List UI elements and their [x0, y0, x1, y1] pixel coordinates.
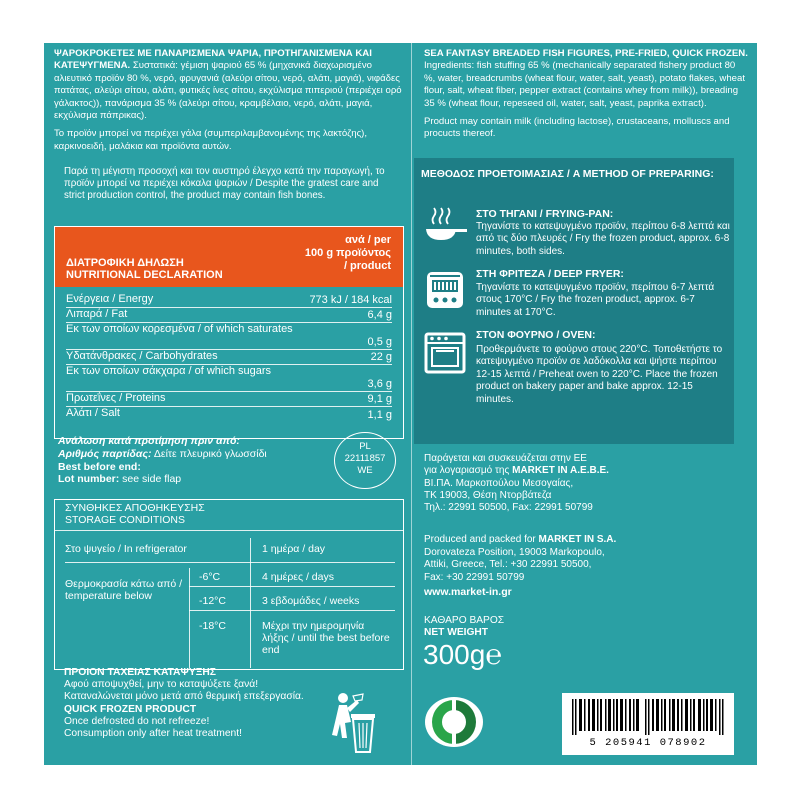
mark-number: 22111857: [344, 453, 386, 464]
nutrition-row-proteins: [66, 393, 392, 407]
storage-title: [65, 503, 205, 526]
deep-fryer-title: ΣΤΗ ΦΡΙΤΕΖΑ / DEEP FRYER:: [476, 268, 624, 280]
storage-divider: [189, 568, 190, 668]
nutrition-row-saturates: [66, 324, 392, 350]
storage-divider: [189, 586, 395, 587]
ingredients-english-body: Ingredients: fish stuffing 65 % (mechanically separated fishery product 80 %, water, breadcrumbs (wheat flour, water, salt, yeast), potato flakes, wheat flour, salt, wheat fiber, pepper extract (contains whey from milk)), breading 35 % (wheat flour, repeseed oil, water, salt, yeast, paprika extract).: [424, 60, 746, 109]
frozen-line-2: Καταναλώνεται μόνο μετά από θερμική επεξεργασία.: [64, 691, 304, 703]
best-before-greek: Ανάλωση κατά προτίμηση πριν από:: [58, 435, 240, 447]
storage-title-greek: ΣΥΝΘΗΚΕΣ ΑΠΟΘΗΚΕΥΣΗΣ: [65, 502, 205, 514]
storage-duration: 4 ημέρες / days: [262, 571, 334, 583]
per-line-2: 100 g προϊόντος: [304, 247, 391, 259]
storage-divider: [55, 530, 403, 531]
website-link[interactable]: www.market-in.gr: [424, 586, 512, 598]
nutrition-value: 3,6 g: [367, 377, 392, 390]
oven-title: ΣΤΟΝ ΦΟΥΡΝΟ / OVEN:: [476, 329, 596, 341]
storage-divider: [250, 538, 251, 668]
storage-temp: -18°C: [199, 620, 226, 632]
nutrition-row-energy: [66, 294, 392, 308]
mfg-gr-line-3: ΒΙ.ΠΑ. Μαρκοπούλου Μεσογαίας,: [424, 477, 574, 489]
may-contain-english: Product may contain milk (including lactose), crustaceans, molluscs and procucts thereof.: [424, 116, 730, 140]
nutrition-header: [55, 227, 403, 287]
net-weight-amount: 300g: [423, 639, 486, 670]
mfg-en-line-3: Attiki, Greece, Tel.: +30 22991 50500,: [424, 559, 592, 570]
deep-fryer-instructions: Τηγανίστε το κατεψυγμένο προϊόν, περίπου 6-7 λεπτά στους 170°C / Fry the frozen product, approx. 6-7 minutes at 170°C.: [476, 282, 715, 318]
nutrition-title-greek: ΔΙΑΤΡΟΦΙΚΗ ΔΗΛΩΣΗ: [66, 257, 184, 269]
nutrition-label: Πρωτεΐνες / Proteins: [66, 392, 166, 404]
fish-bone-warning: Παρά τη μέγιστη προσοχή και τον αυστηρό έλεγχο κατά την παραγωγή, το προϊόν μπορεί να περιέχει κόκαλα ψαριών / Despite the gratest care and strict production control, the product may contain fish bones.: [64, 166, 385, 201]
mfg-gr-line-4: ΤΚ 19003, Θέση Ντορβάτεζα: [424, 489, 552, 501]
mfg-gr-line-5: Τηλ.: 22991 50500, Fax: 22991 50799: [424, 502, 593, 514]
manufacturer-english: [424, 534, 744, 584]
nutrition-row-carbohydrates: [66, 351, 392, 365]
ingredients-greek-title: ΨΑΡΟΚΡΟΚΕΤΕΣ ΜΕ ΠΑΝΑΡΙΣΜΕΝΑ ΨΑΡΙΑ, ΠΡΟΤΗΓΑΝΙΣΜΕΝΑ ΚΑΙ ΚΑΤΕΨΥΓΜΕΝΑ.: [54, 48, 372, 72]
mark-suffix: WE: [357, 465, 373, 476]
storage-duration: 3 εβδομάδες / weeks: [262, 595, 360, 607]
nutrition-value: 9,1 g: [367, 392, 392, 405]
nutrition-table: [54, 226, 404, 439]
mfg-en-line-2: Dorovateza Position, 19003 Markopoulo,: [424, 546, 605, 558]
ingredients-greek: [54, 48, 404, 159]
net-weight-label: [424, 615, 504, 639]
package-back-panel: [44, 43, 757, 765]
mfg-gr-company: MARKET IN A.E.B.E.: [512, 465, 609, 477]
mark-country: PL: [359, 441, 371, 452]
nutrition-value: 0,5 g: [367, 335, 392, 348]
barcode: [562, 693, 734, 755]
mfg-gr-line-1: Παράγεται και συσκευάζεται στην ΕΕ: [424, 453, 587, 464]
estimated-sign: ℮: [485, 639, 503, 670]
ingredients-english: [424, 48, 749, 147]
ingredients-english-title: SEA FANTASY BREADED FISH FIGURES, PRE-FRIED, QUICK FROZEN.: [424, 48, 748, 59]
column-divider: [411, 43, 412, 765]
mfg-en-line-4: Fax: +30 22991 50799: [424, 571, 525, 583]
net-weight-label-greek: ΚΑΘΑΡΟ ΒΑΡΟΣ: [424, 615, 505, 626]
storage-fridge-value: 1 ημέρα / day: [262, 543, 326, 555]
nutrition-label: Υδατάνθρακες / Carbohydrates: [66, 350, 218, 362]
storage-temp-label: Θερμοκρασία κάτω από / temperature below: [65, 578, 183, 602]
lot-value-english: see side flap: [122, 473, 182, 486]
storage-divider: [65, 562, 395, 563]
lot-label-greek: Αριθμός παρτίδας:: [58, 447, 152, 460]
frozen-title-english: QUICK FROZEN PRODUCT: [64, 703, 197, 715]
frying-pan-instructions: Τηγανίστε το κατεψυγμένο προϊόν, περίπου 6-8 λεπτά και από τις δύο πλευρές / Fry the frozen product, approx. 6-8 minutes, both sides.: [476, 221, 730, 257]
nutrition-label: Αλάτι / Salt: [66, 407, 120, 419]
mfg-en-prefix: Produced and packed for: [424, 534, 536, 545]
storage-fridge-label: Στο ψυγείο / In refrigerator: [65, 543, 187, 555]
frying-pan-icon: [422, 202, 468, 248]
nutrition-label: Εκ των οποίων κορεσμένα / of which saturates: [66, 323, 293, 335]
net-weight-label-english: NET WEIGHT: [424, 626, 488, 638]
lot-value-greek: Δείτε πλευρικό γλωσσίδι: [153, 447, 267, 460]
per-line-1: ανά / per: [345, 234, 391, 246]
frozen-line-1: Αφού αποψυχθεί, μην το καταψύξετε ξανά!: [64, 679, 259, 691]
frozen-line-4: Consumption only after heat treatment!: [64, 728, 243, 740]
frying-pan-title: ΣΤΟ ΤΗΓΑΝΙ / FRYING-PAN:: [476, 208, 614, 220]
nutrition-per-100g: [305, 234, 391, 273]
barcode-digits: 5 205941 078902: [589, 737, 707, 749]
preparation-box: [414, 158, 734, 444]
best-before-english: Best before end:: [58, 460, 141, 473]
nutrition-value: 22 g: [370, 350, 392, 363]
identification-mark: [334, 432, 396, 489]
frozen-title-greek: ΠΡΟΙΟΝ ΤΑΧΕΙΑΣ ΚΑΤΑΨΥΞΗΣ: [64, 667, 216, 678]
storage-duration: Μέχρι την ημερομηνία λήξης / until the best before end: [262, 620, 390, 656]
nutrition-row-sugars: [66, 366, 392, 392]
per-line-3: / product: [343, 260, 391, 272]
nutrition-value: 773 kJ / 184 kcal: [309, 293, 392, 306]
net-weight-value: [423, 639, 502, 671]
nutrition-label: Ενέργεια / Energy: [66, 293, 154, 305]
nutrition-label: Λιπαρά / Fat: [66, 308, 128, 320]
lot-label-english: Lot number:: [58, 473, 120, 486]
oven-icon: [422, 330, 468, 376]
storage-divider: [189, 610, 395, 611]
tidyman-recycle-icon: [329, 690, 379, 755]
deep-fryer-icon: [422, 266, 468, 312]
nutrition-title-english: NUTRITIONAL DECLARATION: [66, 269, 223, 281]
nutrition-value: 1,1 g: [367, 408, 392, 421]
frozen-line-3: Once defrosted do not refreeze!: [64, 715, 210, 727]
barcode-bars: [572, 699, 724, 735]
ingredients-greek-body: Συστατικά: γέμιση ψαριού 65 % (μηχανικά διαχωρισμένο αλιευτικό προϊόν 80 %, νερό, φρυγανιά (αλεύρι σίτου, νερό, αλάτι, μαγιά), νιφάδες πατάτας, αλεύρι σίτου, αλάτι, φυτικές ίνες σίτου, εκχύλισμα πιπεριού (περιέχει ορό γάλακτος)), πανάρισμα 35 % (αλεύρι σίτου, κραμβέλαιο, νερό, αλάτι, μαγιά, εκχύλισμα πάπρικας).: [54, 60, 402, 122]
storage-temp: -12°C: [199, 595, 226, 607]
nutrition-row-fat: [66, 309, 392, 323]
mfg-en-company: MARKET IN S.A.: [538, 534, 617, 545]
nutrition-value: 6,4 g: [367, 308, 392, 321]
storage-conditions: [54, 499, 404, 670]
best-before-block: [58, 435, 328, 486]
storage-title-english: STORAGE CONDITIONS: [65, 513, 185, 526]
oven-instructions: Προθερμάνετε το φούρνο στους 220°C. Τοποθετήστε το κατεψυγμένο προϊόν σε λαδόκολλα και ψήστε περίπου 12-15 λεπτά / Preheat oven to 220°C. Place the frozen product on bakery paper and bake approx. 12-15 minutes.: [476, 344, 723, 405]
nutrition-row-salt: [66, 408, 392, 422]
manufacturer-greek: [424, 453, 744, 514]
storage-temp: -6°C: [199, 571, 221, 583]
nutrition-label: Εκ των οποίων σάκχαρα / of which sugars: [66, 365, 272, 377]
may-contain-greek: Το προϊόν μπορεί να περιέχει γάλα (συμπεριλαμβανομένης της λακτόζης), καρκινοειδή, μαλάκια και προϊόντα αυτών.: [54, 128, 368, 152]
mfg-gr-prefix: για λογαριασμό της: [424, 465, 510, 477]
nutrition-title: [66, 257, 223, 281]
green-dot-icon: [424, 696, 484, 748]
preparation-title: ΜΕΘΟΔΟΣ ΠΡΟΕΤΟΙΜΑΣΙΑΣ / A METHOD OF PREPARING:: [421, 168, 714, 180]
frozen-product-info: [64, 667, 309, 740]
